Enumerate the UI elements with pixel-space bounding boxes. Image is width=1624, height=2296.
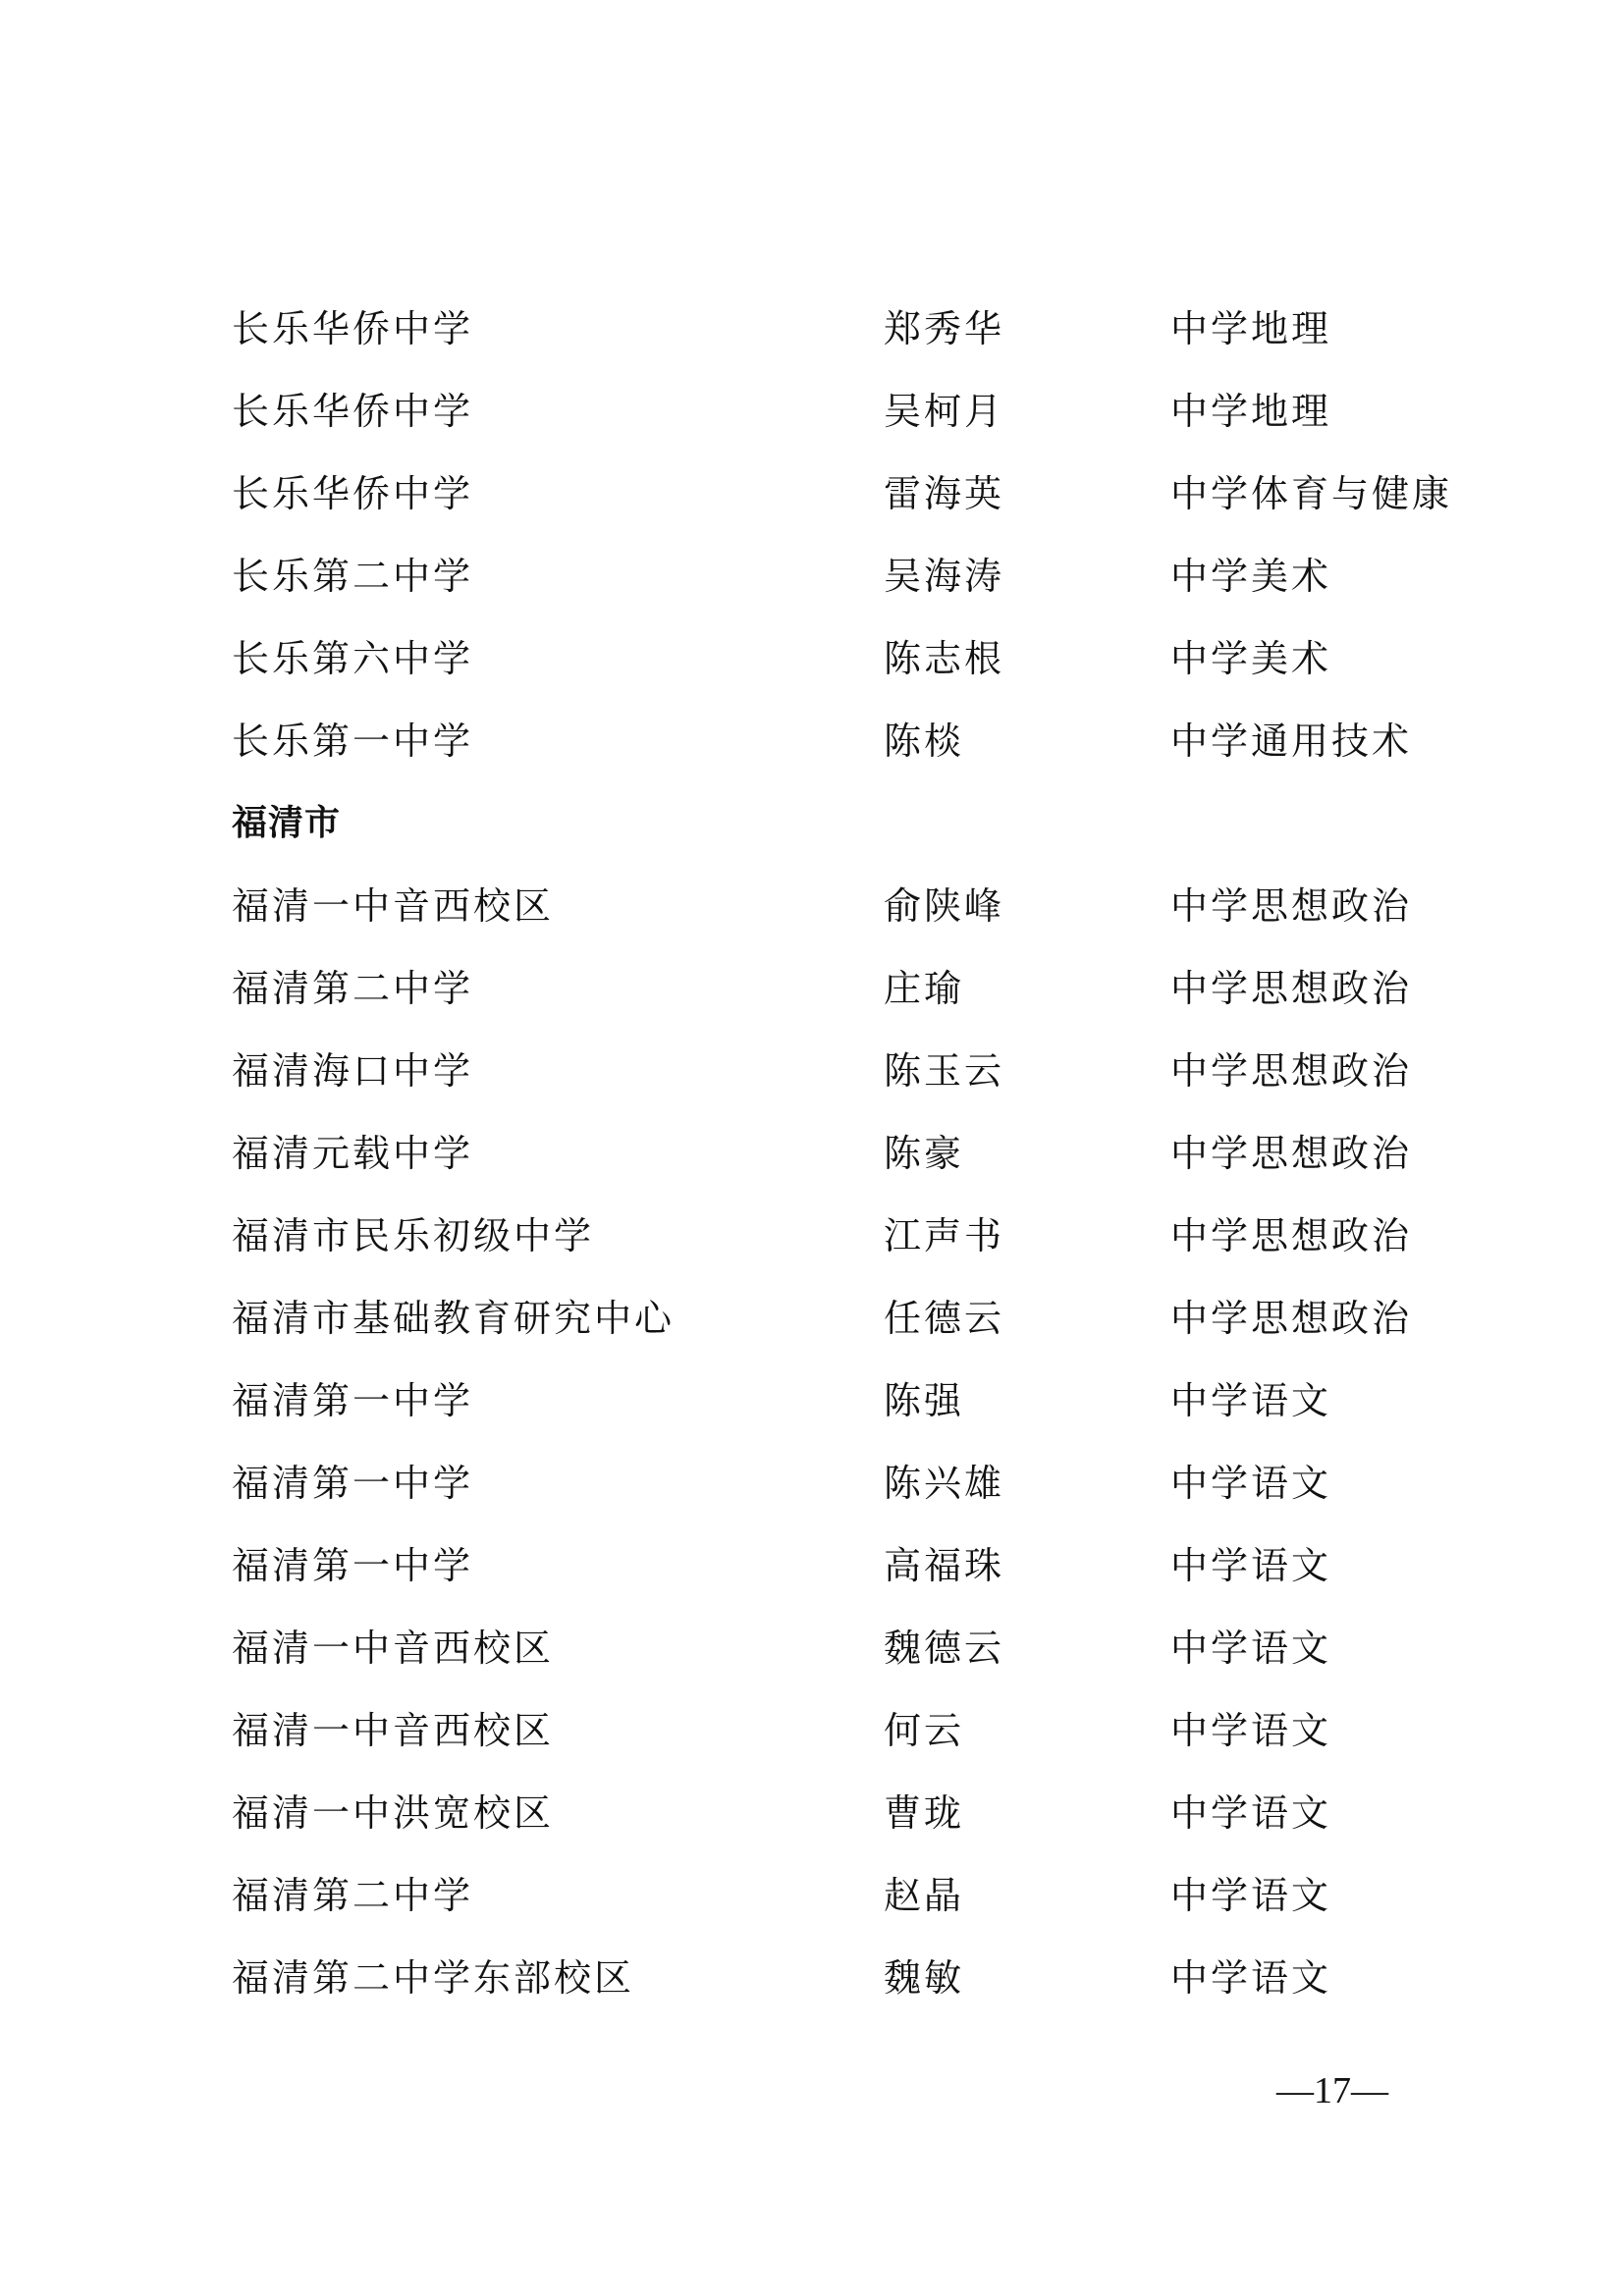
subject: 中学语文 (1170, 1709, 1332, 1752)
person-name: 陈兴雄 (884, 1462, 1005, 1505)
person-name: 陈棪 (884, 720, 965, 763)
school-name: 福清一中音西校区 (232, 1709, 555, 1752)
school-name: 福清市基础教育研究中心 (232, 1297, 676, 1340)
person-name: 庄瑜 (884, 967, 965, 1010)
subject: 中学思想政治 (1170, 884, 1413, 928)
list-row (0, 464, 1624, 523)
subject: 中学语文 (1170, 1462, 1332, 1505)
school-name: 福清元载中学 (232, 1132, 474, 1175)
person-name: 吴海涛 (884, 555, 1005, 598)
list-row (0, 1866, 1624, 1925)
school-name: 福清第一中学 (232, 1544, 474, 1587)
subject: 中学思想政治 (1170, 1214, 1413, 1257)
school-name: 福清第一中学 (232, 1462, 474, 1505)
subject: 中学语文 (1170, 1956, 1332, 2000)
person-name: 高福珠 (884, 1544, 1005, 1587)
list-row (0, 1289, 1624, 1348)
person-name: 任德云 (884, 1297, 1005, 1340)
subject: 中学语文 (1170, 1874, 1332, 1917)
subject: 中学通用技术 (1170, 720, 1413, 763)
subject: 中学美术 (1170, 555, 1332, 598)
subject: 中学美术 (1170, 637, 1332, 680)
list-row (0, 1371, 1624, 1430)
list-row (0, 877, 1624, 935)
list-row (0, 1124, 1624, 1183)
school-name: 福清第二中学 (232, 1874, 474, 1917)
subject: 中学地理 (1170, 390, 1332, 433)
school-name: 长乐第一中学 (232, 720, 474, 763)
subject: 中学语文 (1170, 1379, 1332, 1422)
list-row (0, 547, 1624, 606)
subject: 中学思想政治 (1170, 967, 1413, 1010)
person-name: 郑秀华 (884, 307, 1005, 350)
person-name: 陈玉云 (884, 1049, 1005, 1093)
list-row (0, 1041, 1624, 1100)
school-name: 福清一中音西校区 (232, 884, 555, 928)
school-name: 福清一中音西校区 (232, 1627, 555, 1670)
subject: 中学思想政治 (1170, 1132, 1413, 1175)
person-name: 何云 (884, 1709, 965, 1752)
school-name: 长乐华侨中学 (232, 307, 474, 350)
person-name: 魏德云 (884, 1627, 1005, 1670)
subject: 中学思想政治 (1170, 1297, 1413, 1340)
list-row (0, 1454, 1624, 1513)
school-name: 福清第一中学 (232, 1379, 474, 1422)
person-name: 曹珑 (884, 1791, 965, 1835)
subject: 中学体育与健康 (1170, 472, 1453, 515)
school-name: 长乐华侨中学 (232, 390, 474, 433)
person-name: 陈志根 (884, 637, 1005, 680)
school-name: 福清一中洪宽校区 (232, 1791, 555, 1835)
school-name: 福清第二中学 (232, 967, 474, 1010)
list-row (0, 1701, 1624, 1760)
school-name: 长乐第六中学 (232, 637, 474, 680)
person-name: 赵晶 (884, 1874, 965, 1917)
person-name: 雷海英 (884, 472, 1005, 515)
subject: 中学思想政治 (1170, 1049, 1413, 1093)
subject: 中学语文 (1170, 1791, 1332, 1835)
person-name: 陈豪 (884, 1132, 965, 1175)
list-row (0, 299, 1624, 358)
person-name: 江声书 (884, 1214, 1005, 1257)
list-row (0, 1784, 1624, 1842)
person-name: 吴柯月 (884, 390, 1005, 433)
list-row (0, 382, 1624, 441)
school-name: 福清海口中学 (232, 1049, 474, 1093)
section-heading: 福清市 (232, 803, 342, 843)
list-row (0, 712, 1624, 771)
person-name: 陈强 (884, 1379, 965, 1422)
list-row (0, 1536, 1624, 1595)
subject: 中学语文 (1170, 1627, 1332, 1670)
list-row (0, 1206, 1624, 1265)
school-name: 长乐华侨中学 (232, 472, 474, 515)
school-name: 长乐第二中学 (232, 555, 474, 598)
person-name: 魏敏 (884, 1956, 965, 2000)
list-row (0, 1619, 1624, 1678)
subject: 中学地理 (1170, 307, 1332, 350)
list-row (0, 1949, 1624, 2007)
page-number: —17— (1276, 2070, 1388, 2111)
list-row (0, 959, 1624, 1018)
list-row (0, 629, 1624, 688)
person-name: 俞陕峰 (884, 884, 1005, 928)
subject: 中学语文 (1170, 1544, 1332, 1587)
school-name: 福清第二中学东部校区 (232, 1956, 635, 2000)
school-name: 福清市民乐初级中学 (232, 1214, 595, 1257)
